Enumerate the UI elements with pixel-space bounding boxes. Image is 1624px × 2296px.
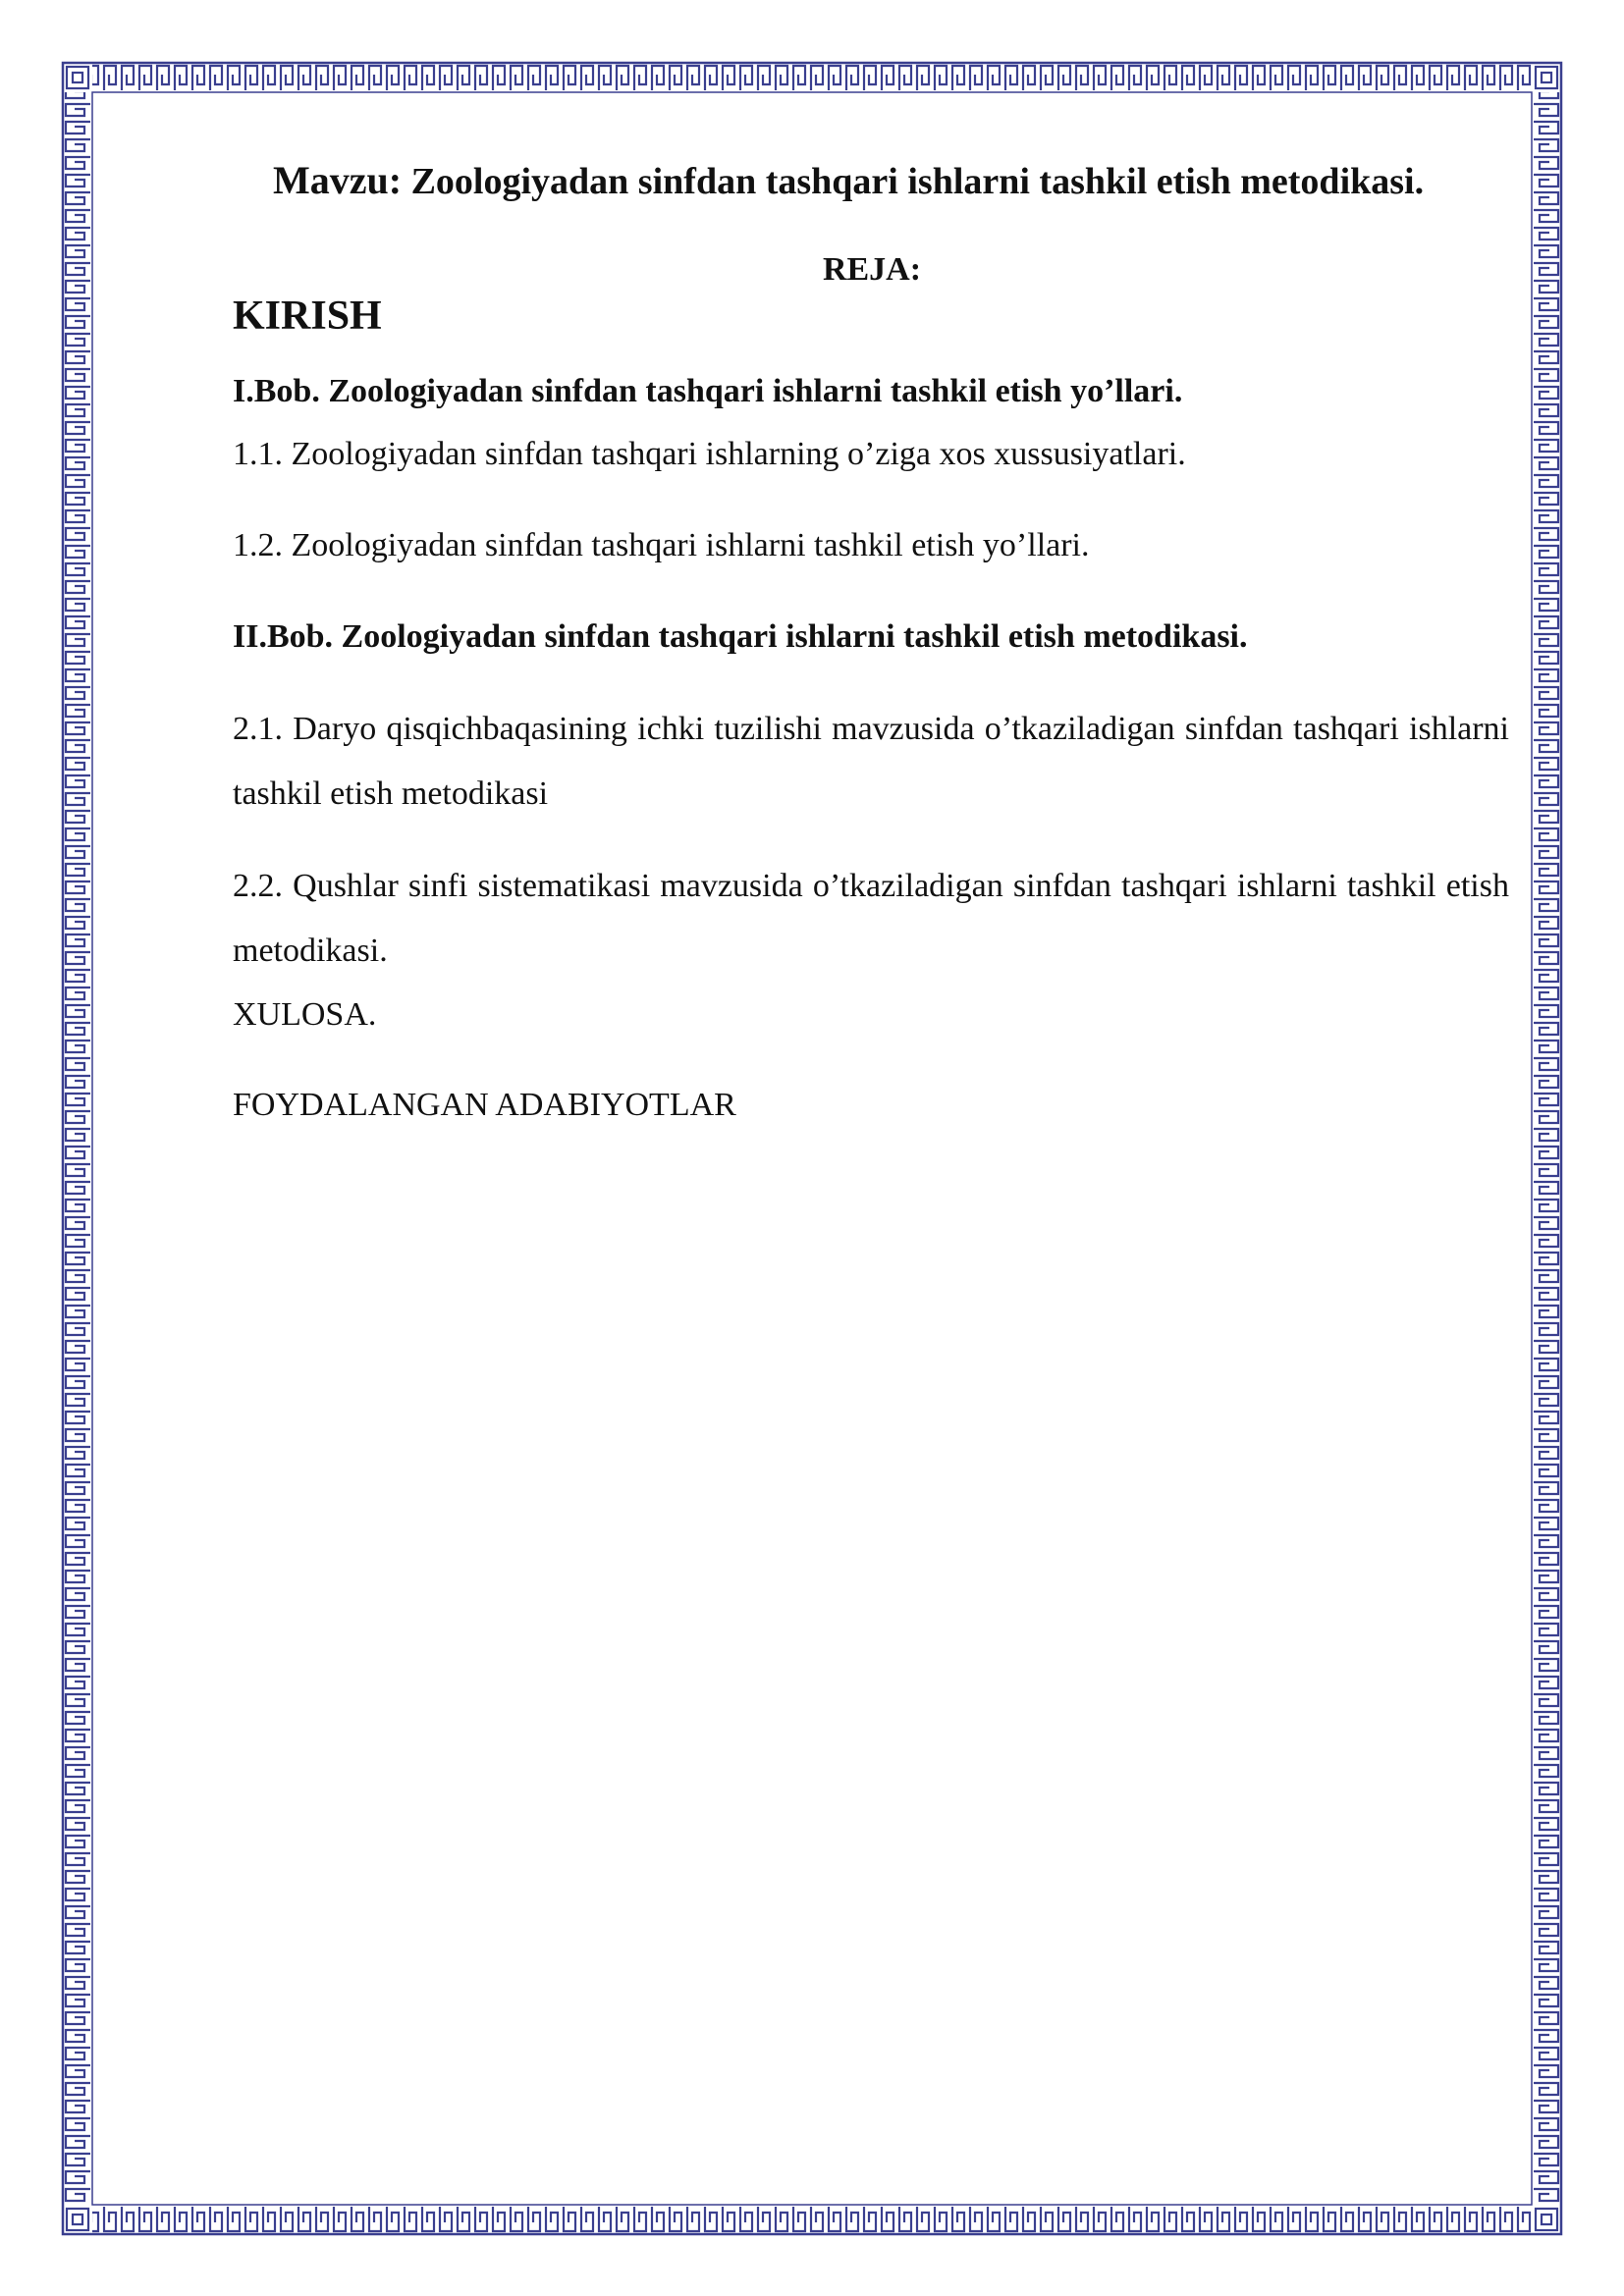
chapter2-item-1: 2.1. Daryo qisqichbaqasining ichki tuzilishi mavzusida o’tkaziladigan sinfdan tashqari ishlarni tashkil etish metodikasi	[233, 711, 1509, 812]
chapter2-item-2: 2.2. Qushlar sinfi sistematikasi mavzusida o’tkaziladigan sinfdan tashqari ishlarni tashkil etish metodikasi.	[233, 868, 1509, 969]
document-title	[273, 157, 1481, 203]
plan-heading: REJA:	[822, 251, 922, 288]
chapter1-item-2: 1.2. Zoologiyadan sinfdan tashqari ishlarni tashkil etish yo’llari.	[233, 527, 1090, 563]
title-lead: Mavzu:	[273, 158, 403, 202]
chapter2-heading: II.Bob. Zoologiyadan sinfdan tashqari ishlarni tashkil etish metodikasi.	[233, 618, 1248, 655]
title-text: Zoologiyadan sinfdan tashqari ishlarni tashkil etish metodikasi.	[410, 161, 1425, 202]
conclusion: XULOSA.	[233, 996, 377, 1033]
references: FOYDALANGAN ADABIYOTLAR	[233, 1087, 736, 1123]
chapter1-item-1: 1.1. Zoologiyadan sinfdan tashqari ishlarning o’ziga xos xussusiyatlari.	[233, 436, 1186, 472]
intro-heading: KIRISH	[233, 294, 382, 339]
chapter1-heading: I.Bob. Zoologiyadan sinfdan tashqari ishlarni tashkil etish yo’llari.	[233, 373, 1183, 409]
